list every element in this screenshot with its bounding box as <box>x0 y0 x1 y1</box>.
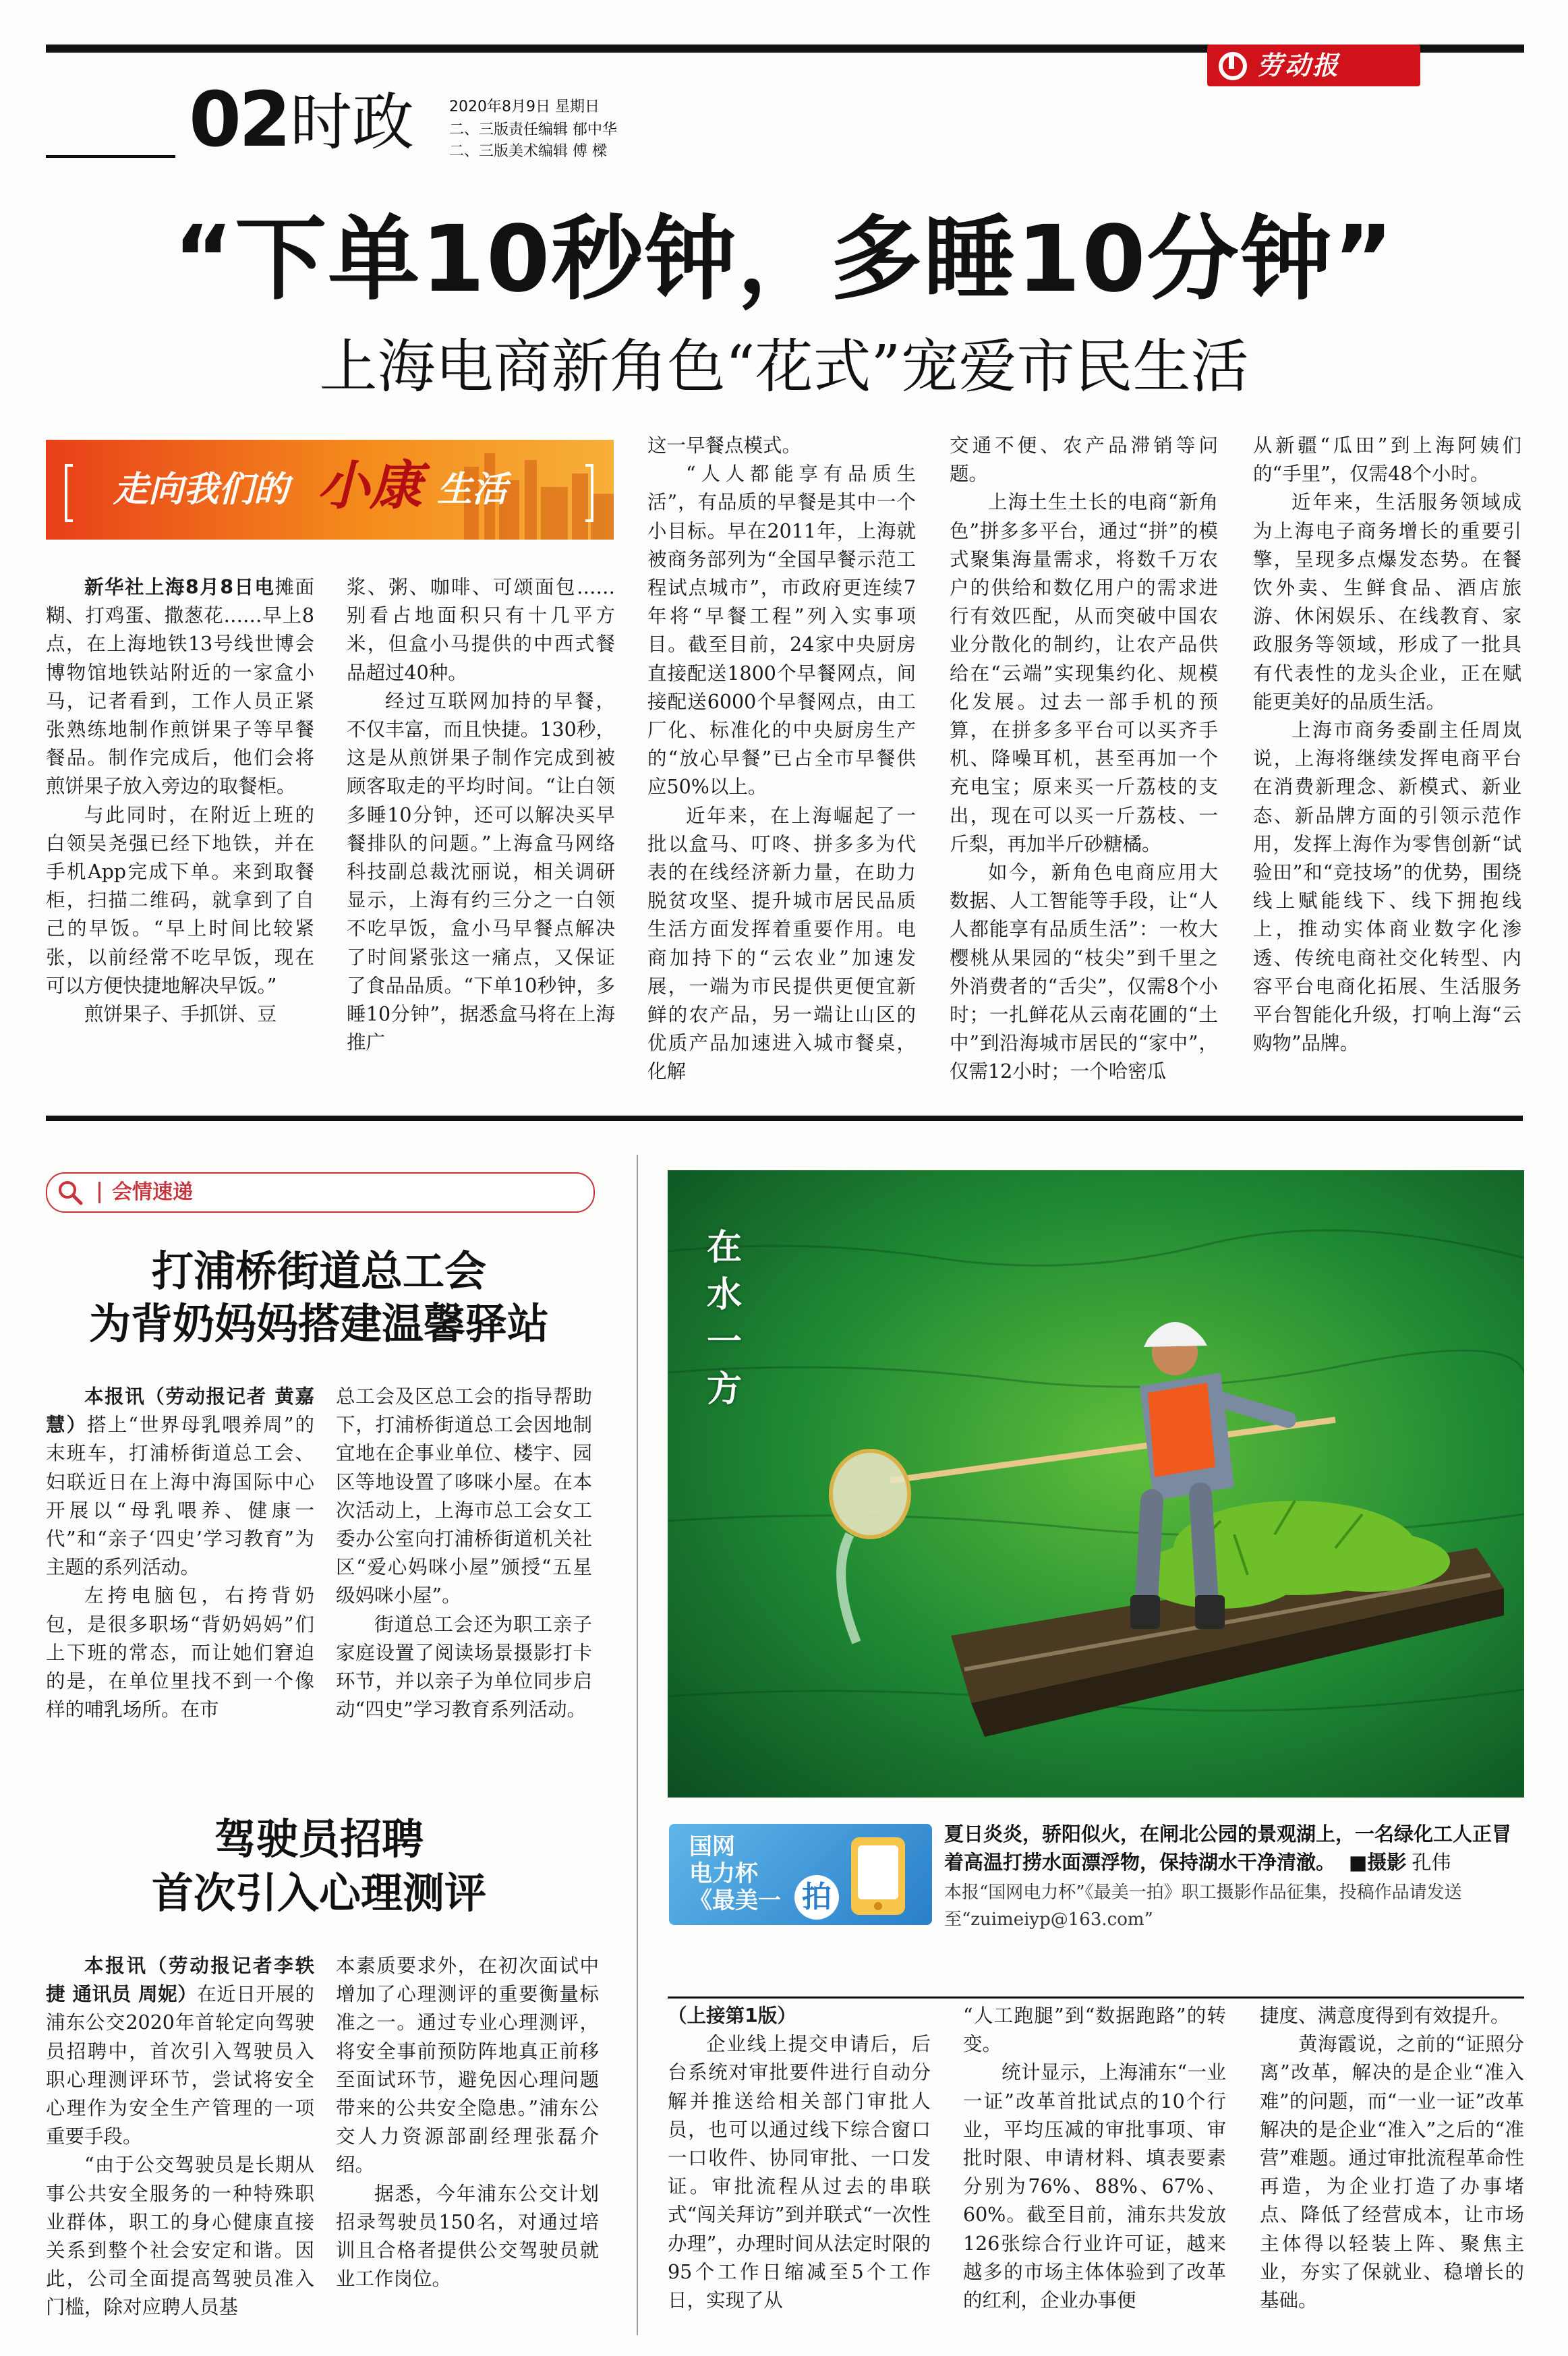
continued-column-2 <box>963 2002 1226 2332</box>
lead-column-3 <box>647 432 916 1120</box>
lead-subhead: 上海电商新角色“花式”宠爱市民生活 <box>319 333 1249 401</box>
banner-text-2: 小康 <box>317 456 423 517</box>
header-left-rule <box>46 155 175 158</box>
contest-line1: 国网 <box>689 1833 735 1860</box>
lead-col4-p3: 如今，新角色电商应用大数据、人工智能等手段，让“人人都能享有品质生活”：一枚大樱桃从果园的“枝尖”到千里之外消费者的“舌尖”，仅需8个小时；一扎鲜花从云南花圃的“土中”到沿海城市居民的“家中”，仅需12小时；一个哈密瓜 <box>950 861 1218 1083</box>
story2-byline: 本报讯（劳动报记者 黄嘉慧） <box>46 1385 314 1437</box>
header-top-rule <box>46 45 1213 53</box>
contest-line3: 《最美一 <box>689 1887 781 1914</box>
story3-column-1 <box>46 1952 314 2330</box>
news-label-bar <box>46 1172 595 1213</box>
news-label: 会情速递 <box>112 1180 193 1204</box>
lead-col1-p1: 新华社上海8月8日电摊面糊、打鸡蛋、撒葱花……早上8点，在上海地铁13号线世博会博物馆地铁站附近的一家盒小马，记者看到，工作人员正紧张熟练地制作煎饼果子等早餐餐品。制作完成后，他们会将煎饼果子放入旁边的取餐柜。 <box>46 576 314 798</box>
lead-col5-p2: 近年来，生活服务领域成为上海电子商务增长的重要引擎，呈现多点爆发态势。在餐饮外卖、生鲜食品、酒店旅游、休闲娱乐、在线教育、家政服务等领域，形成了一批具有代表性的龙头企业，正在赋能更美好的品质生活。 <box>1253 491 1521 713</box>
story2-col1-p2: 左挎电脑包，右挎背奶包，是很多职场“背奶妈妈”们上下班的常态，而让她们窘迫的是，在单位里找不到一个像样的哺乳场所。在市 <box>46 1584 314 1721</box>
lead-dateline: 新华社上海8月8日电 <box>84 576 275 598</box>
search-icon <box>57 1179 84 1206</box>
date-line: 2020年8月9日 星期日 <box>449 98 600 115</box>
continued-col3-p2: 黄海霞说，之前的“证照分离”改革，解决的是企业“准入难”的问题，而“一业一证”改革解决的是企业“准入”之后的“准营”难题。通过审批流程革命性再造，为企业打造了办事堵点、降低了经营成本，让市场主体得以轻装上阵、聚焦主业，夯实了保就业、稳增长的基础。 <box>1260 2033 1524 2312</box>
story3-col2-p1: 本素质要求外，在初次面试中增加了心理测评的重要衡量标准之一。通过专业心理测评，将安全事前预防阵地真正前移至面试环节，避免因心理问题带来的公共安全隐患。”浦东公交人力资源部副经理张磊介绍。 <box>336 1955 599 2177</box>
lead-col3-p3: 近年来，在上海崛起了一批以盒马、叮咚、拼多多为代表的在线经济新力量，在助力脱贫攻坚、提升城市居民品质生活方面发挥着重要作用。电商加持下的“云农业”加速发展，一端为市民提供更便宜新鲜的农产品，另一端让山区的优质产品加速进入城市餐桌，化解 <box>647 804 916 1083</box>
story2-col2-p1: 总工会及区总工会的指导帮助下，打浦桥街道总工会因地制宜地在企事业单位、楼宇、园区等地设置了哆咪小屋。在本次活动上，上海市总工会女工委办公室向打浦桥街道机关社区“爱心妈咪小屋”颁授“五星级妈咪小屋”。 <box>336 1385 592 1607</box>
story3-col1-p2: “由于公交驾驶员是长期从事公共安全服务的一种特殊职业群体，职工的身心健康直接关系到整个社会安定和谐。因此，公司全面提高驾驶员准入门槛，除对应聘人员基 <box>46 2154 314 2319</box>
continued-col2-p1: “人工跑腿”到“数据跑路”的转变。 <box>963 2005 1226 2056</box>
label-separator <box>98 1182 100 1203</box>
contest-note: 本报“国网电力杯”《最美一拍》职工摄影作品征集，投稿作品请发送至“zuimeiyp@163.com” <box>944 1883 1462 1930</box>
lead-col5-p3: 上海市商务委副主任周岚说，上海将继续发挥电商平台在消费新理念、新模式、新业态、新品牌方面的引领示范作用，发挥上海作为零售创新“试验田”和“竞技场”的优势，围绕线上赋能线下、线下拥抱线上，推动实体商业数字化渗透、传统电商社交化转型、内容平台电商化拓展、生活服务平台智能化升级，打响上海“云购物”品牌。 <box>1253 719 1521 1055</box>
lake-photo-illustration <box>668 1170 1524 1798</box>
editor-line: 二、三版责任编辑 郁中华 <box>449 121 617 138</box>
photo-credit-name: 孔伟 <box>1412 1851 1451 1874</box>
story3-col1-p1: 本报讯（劳动报记者李轶捷 通讯员 周妮）在近日开展的浦东公交2020年首轮定向驾驶员招聘中，首次引入驾驶员入职心理测评环节，尝试将安全心理作为安全生产管理的一项重要手段。 <box>46 1955 314 2148</box>
continued-label: （上接第1版） <box>668 2005 796 2027</box>
continued-column-3 <box>1260 2002 1524 2332</box>
section-divider <box>46 1116 1523 1121</box>
story3-byline: 本报讯（劳动报记者李轶捷 通讯员 周妮） <box>46 1955 314 2006</box>
continued-column-1 <box>668 2002 931 2332</box>
continued-col3-p1: 捷度、满意度得到有效提升。 <box>1260 2005 1510 2027</box>
continued-col2-p2: 统计显示，上海浦东“一业一证”改革首批试点的10个行业，平均压减的审批事项、审批时限、申请材料、填表要素分别为76%、88%、67%、60%。截至目前，浦东共发放126张综合行业许可证，越来越多的市场主体体验到了改革的红利，企业办事便 <box>963 2061 1226 2312</box>
contest-badge <box>669 1824 932 1925</box>
story3-headline-line1: 驾驶员招聘 <box>214 1814 424 1864</box>
lead-col1-p2: 与此同时，在附近上班的白领吴尧强已经下地铁，并在手机App完成下单。来到取餐柜，扫描二维码，就拿到了自己的早饭。“早上时间比较紧张，以前经常不吃早饭，现在可以方便快捷地解决早饭。” <box>46 803 314 997</box>
lead-col3-p2: “人人都能享有品质生活”，有品质的早餐是其中一个小目标。早在2011年，上海就被商务部列为“全国早餐示范工程试点城市”，市政府更连续7年将“早餐工程”列入实事项目。截至目前，24家中央厨房直接配送1800个早餐网点，间接配送6000个早餐网点，由工厂化、标准化的中央厨房生产的“放心早餐”已占全市早餐供应50%以上。 <box>647 463 916 799</box>
story3-column-2 <box>336 1952 599 2330</box>
continued-col1-p1: 企业线上提交申请后，后台系统对审批要件进行自动分解并推送给相关部门审批人员，也可以通过线下综合窗口一口收件、协同审批、一口发证。审批流程从过去的串联式“闯关拜访”到并联式“一次性办理”，办理时间从法定时限的95个工作日缩减至5个工作日，实现了从 <box>668 2033 931 2312</box>
lead-column-4 <box>950 432 1218 1120</box>
lead-col4-p1: 交通不便、农产品滞销等问题。 <box>950 434 1218 486</box>
logo-emblem-icon <box>1218 51 1248 81</box>
banner-text-3: 生活 <box>437 469 508 510</box>
story2-headline-line1: 打浦桥街道总工会 <box>151 1246 486 1296</box>
story2-column-2 <box>336 1383 592 1760</box>
lead-col3-p1: 这一早餐点模式。 <box>647 434 802 457</box>
lead-column-5 <box>1253 432 1521 1120</box>
photo-credit-label: ■摄影 <box>1349 1851 1407 1874</box>
story2-column-1 <box>46 1383 314 1760</box>
section-title: 时政 <box>290 86 415 159</box>
lead-headline: “下单10秒钟，多睡10分钟” <box>173 206 1395 313</box>
vertical-divider <box>637 1155 638 2335</box>
story2-col1-p1: 本报讯（劳动报记者 黄嘉慧）搭上“世界母乳喂养周”的末班车，打浦桥街道总工会、妇联近日在上海中海国际中心开展以“母乳喂养、健康一代”和“亲子‘四史’学习教育”为主题的系列活动。 <box>46 1385 314 1579</box>
lead-col5-p1: 从新疆“瓜田”到上海阿姨们的“手里”，仅需48个小时。 <box>1253 434 1521 486</box>
contest-char: 拍 <box>794 1875 839 1920</box>
lead-column-1 <box>46 573 314 1120</box>
story2-col2-p2: 街道总工会还为职工亲子家庭设置了阅读场景摄影打卡环节，并以亲子为单位同步启动“四史”学习教育系列活动。 <box>336 1613 592 1721</box>
photo-caption: 夏日炎炎，骄阳似火，在闸北公园的景观湖上，一名绿化工人正冒着高温打捞水面漂浮物，保持湖水干净清澈。 ■摄影 孔伟 <box>944 1822 1512 1874</box>
contest-line2: 电力杯 <box>689 1860 758 1887</box>
logo-text: 劳动报 <box>1257 51 1341 80</box>
lead-col2-p2: 经过互联网加持的早餐，不仅丰富，而且快捷。130秒，这是从煎饼果子制作完成到被顾客取走的平均时间。“让白领多睡10分钟，还可以解决买早餐排队的问题。”上海盒马网络科技副总裁沈丽说，相关调研显示，上海有约三分之一白领不吃早饭，盒小马早餐点解决了时间紧张这一痛点，又保证了食品品质。“下单10秒钟，多睡10分钟”，据悉盒马将在上海推广 <box>347 689 615 1054</box>
camera-phone-icon <box>838 1831 925 1918</box>
photo-title: 在水一方 <box>707 1228 743 1410</box>
masthead-logo <box>1207 45 1420 86</box>
banner-text-1: 走向我们的 <box>113 469 289 510</box>
story3-col2-p2: 据悉，今年浦东公交计划招录驾驶员150名，对通过培训且合格者提供公交驾驶员就业工作岗位。 <box>336 2182 599 2291</box>
lead-col1-p3: 煎饼果子、手抓饼、豆 <box>84 1003 277 1026</box>
xiaokang-banner <box>46 440 614 540</box>
photo-lake-worker <box>668 1170 1524 1798</box>
page-number: 02 <box>189 76 289 164</box>
lead-column-2 <box>347 573 615 1120</box>
story2-headline-line2: 为背奶妈妈搭建温馨驿站 <box>88 1299 549 1348</box>
art-editor-line: 二、三版美术编辑 傅 樑 <box>449 143 607 160</box>
lead-col4-p2: 上海土生土长的电商“新角色”拼多多平台，通过“拼”的模式聚集海量需求，将数千万农户的供给和数亿用户的需求进行有效匹配，从而突破中国农业分散化的制约，让农产品供给在“云端”实现集约化、规模化发展。过去一部手机的预算，在拼多多平台可以买齐手机、降噪耳机，甚至再加一个充电宝；原来买一斤荔枝的支出，现在可以买一斤荔枝、一斤梨，再加半斤砂糖橘。 <box>950 491 1218 855</box>
story3-headline-line2: 首次引入心理测评 <box>151 1868 486 1918</box>
continued-top-rule <box>668 1996 1524 1999</box>
lead-col2-p1: 浆、粥、咖啡、可颂面包……别看占地面积只有十几平方米，但盒小马提供的中西式餐品超过40种。 <box>347 576 615 684</box>
